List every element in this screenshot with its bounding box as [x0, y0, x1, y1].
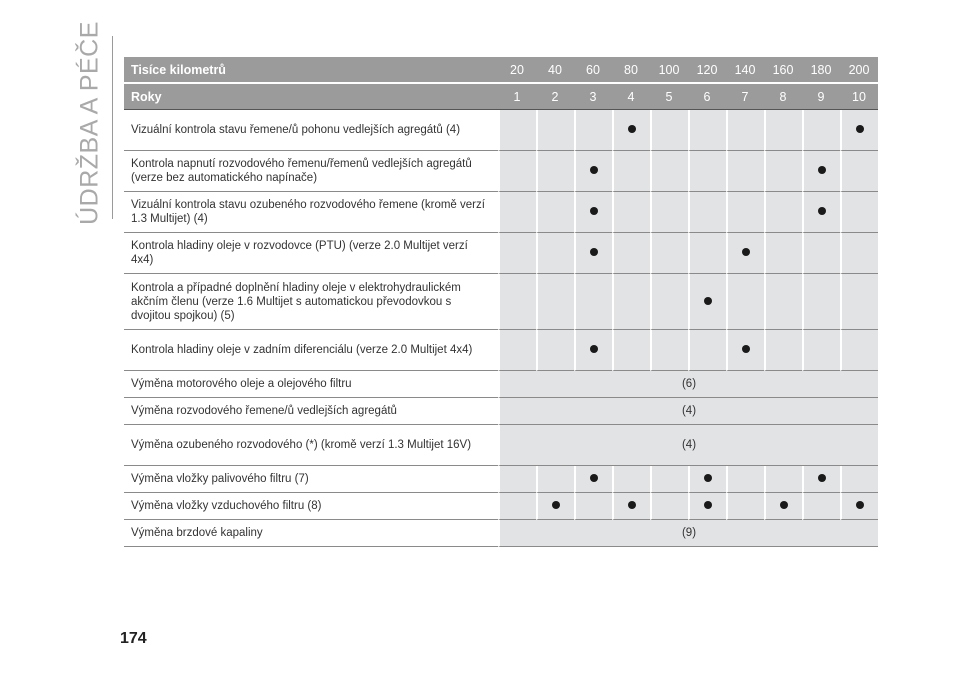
- schedule-cell: [726, 233, 764, 274]
- table-row: [124, 233, 878, 274]
- schedule-cell: [726, 274, 764, 330]
- row-description: Kontrola hladiny oleje v zadním diferenciálu (verze 2.0 Multijet 4x4): [124, 330, 498, 371]
- scheduled-dot-icon: [780, 501, 788, 509]
- schedule-cell: [536, 493, 574, 520]
- header-km-120: 120: [688, 57, 726, 82]
- scheduled-dot-icon: [818, 166, 826, 174]
- schedule-cell: [536, 233, 574, 274]
- schedule-cell: [840, 493, 878, 520]
- schedule-cell: [498, 466, 536, 493]
- schedule-cell: [536, 110, 574, 151]
- schedule-cell: [688, 274, 726, 330]
- schedule-cell: [688, 466, 726, 493]
- table-row: [124, 151, 878, 192]
- schedule-cell: [840, 274, 878, 330]
- schedule-cell: [612, 493, 650, 520]
- schedule-cell: [498, 330, 536, 371]
- schedule-cell: [612, 110, 650, 151]
- schedule-cell: [688, 330, 726, 371]
- schedule-cell: [764, 274, 802, 330]
- header-year-8: 8: [764, 82, 802, 110]
- maintenance-schedule-table: [124, 57, 878, 547]
- schedule-cell: [536, 274, 574, 330]
- row-description: Výměna vložky vzduchového filtru (8): [124, 493, 498, 520]
- row-note-reference: (4): [498, 425, 878, 466]
- side-section-title-text: ÚDRŽBA A PÉČE: [75, 21, 104, 225]
- header-row-years: [124, 82, 878, 110]
- schedule-cell: [536, 151, 574, 192]
- schedule-cell: [840, 110, 878, 151]
- schedule-cell: [802, 192, 840, 233]
- row-description: Výměna vložky palivového filtru (7): [124, 466, 498, 493]
- schedule-cell: [764, 192, 802, 233]
- schedule-cell: [574, 192, 612, 233]
- header-year-10: 10: [840, 82, 878, 110]
- schedule-cell: [498, 151, 536, 192]
- scheduled-dot-icon: [742, 345, 750, 353]
- row-note-reference: (9): [498, 520, 878, 547]
- header-years-label: Roky: [124, 82, 498, 110]
- scheduled-dot-icon: [856, 125, 864, 133]
- scheduled-dot-icon: [704, 297, 712, 305]
- header-year-2: 2: [536, 82, 574, 110]
- schedule-cell: [650, 151, 688, 192]
- schedule-cell: [498, 233, 536, 274]
- row-description: Kontrola napnutí rozvodového řemenu/řemenů vedlejších agregátů (verze bez automatického napínače): [124, 151, 498, 192]
- schedule-cell: [726, 110, 764, 151]
- schedule-cell: [688, 192, 726, 233]
- side-divider: [112, 36, 113, 219]
- table-row: [124, 493, 878, 520]
- scheduled-dot-icon: [590, 248, 598, 256]
- table-row: [124, 466, 878, 493]
- header-year-4: 4: [612, 82, 650, 110]
- row-description: Výměna rozvodového řemene/ů vedlejších agregátů: [124, 398, 498, 425]
- schedule-cell: [650, 110, 688, 151]
- scheduled-dot-icon: [590, 345, 598, 353]
- table-row: [124, 330, 878, 371]
- schedule-cell: [574, 493, 612, 520]
- row-description: Vizuální kontrola stavu ozubeného rozvodového řemene (kromě verzí 1.3 Multijet) (4): [124, 192, 498, 233]
- header-km-40: 40: [536, 57, 574, 82]
- schedule-cell: [764, 110, 802, 151]
- table-row: [124, 274, 878, 330]
- header-year-9: 9: [802, 82, 840, 110]
- table-row: [124, 110, 878, 151]
- header-km-200: 200: [840, 57, 878, 82]
- header-year-6: 6: [688, 82, 726, 110]
- schedule-cell: [726, 466, 764, 493]
- schedule-cell: [574, 110, 612, 151]
- schedule-cell: [650, 274, 688, 330]
- header-year-5: 5: [650, 82, 688, 110]
- schedule-cell: [802, 466, 840, 493]
- row-note-reference: (6): [498, 371, 878, 398]
- schedule-cell: [726, 151, 764, 192]
- page-number: 174: [120, 630, 147, 647]
- scheduled-dot-icon: [818, 207, 826, 215]
- schedule-cell: [612, 330, 650, 371]
- schedule-cell: [498, 110, 536, 151]
- scheduled-dot-icon: [590, 166, 598, 174]
- table-row: [124, 398, 878, 425]
- schedule-cell: [726, 493, 764, 520]
- schedule-cell: [650, 493, 688, 520]
- schedule-cell: [650, 330, 688, 371]
- schedule-cell: [574, 274, 612, 330]
- header-year-3: 3: [574, 82, 612, 110]
- table-row: [124, 192, 878, 233]
- schedule-cell: [574, 151, 612, 192]
- header-km-label: Tisíce kilometrů: [124, 57, 498, 82]
- schedule-cell: [764, 330, 802, 371]
- schedule-cell: [764, 466, 802, 493]
- header-km-160: 160: [764, 57, 802, 82]
- schedule-cell: [536, 330, 574, 371]
- schedule-cell: [764, 151, 802, 192]
- schedule-cell: [840, 192, 878, 233]
- schedule-cell: [650, 466, 688, 493]
- scheduled-dot-icon: [818, 474, 826, 482]
- schedule-cell: [802, 151, 840, 192]
- schedule-cell: [840, 466, 878, 493]
- header-km-80: 80: [612, 57, 650, 82]
- schedule-cell: [764, 233, 802, 274]
- header-km-100: 100: [650, 57, 688, 82]
- scheduled-dot-icon: [590, 207, 598, 215]
- scheduled-dot-icon: [628, 125, 636, 133]
- scheduled-dot-icon: [856, 501, 864, 509]
- row-description: Výměna motorového oleje a olejového filtru: [124, 371, 498, 398]
- schedule-cell: [840, 330, 878, 371]
- schedule-cell: [574, 330, 612, 371]
- schedule-cell: [688, 110, 726, 151]
- schedule-cell: [688, 493, 726, 520]
- schedule-cell: [612, 274, 650, 330]
- schedule-cell: [726, 192, 764, 233]
- schedule-cell: [840, 233, 878, 274]
- schedule-cell: [612, 192, 650, 233]
- schedule-cell: [650, 192, 688, 233]
- row-description: Kontrola hladiny oleje v rozvodovce (PTU) (verze 2.0 Multijet verzí 4x4): [124, 233, 498, 274]
- schedule-cell: [802, 493, 840, 520]
- schedule-cell: [536, 192, 574, 233]
- scheduled-dot-icon: [590, 474, 598, 482]
- schedule-cell: [688, 151, 726, 192]
- header-km-180: 180: [802, 57, 840, 82]
- header-km-140: 140: [726, 57, 764, 82]
- row-description: Kontrola a případné doplnění hladiny oleje v elektrohydraulickém akčním členu (verze 1.6 Multijet s automatickou převodovkou s dvojitou spojkou) (5): [124, 274, 498, 330]
- schedule-cell: [536, 466, 574, 493]
- scheduled-dot-icon: [704, 474, 712, 482]
- schedule-cell: [650, 233, 688, 274]
- schedule-cell: [802, 233, 840, 274]
- schedule-cell: [498, 493, 536, 520]
- schedule-cell: [840, 151, 878, 192]
- schedule-cell: [612, 466, 650, 493]
- scheduled-dot-icon: [552, 501, 560, 509]
- schedule-cell: [574, 233, 612, 274]
- table-row: [124, 520, 878, 547]
- schedule-cell: [498, 192, 536, 233]
- row-note-reference: (4): [498, 398, 878, 425]
- side-section-title: [68, 21, 112, 225]
- schedule-cell: [612, 233, 650, 274]
- row-description: Výměna ozubeného rozvodového (*) (kromě verzí 1.3 Multijet 16V): [124, 425, 498, 466]
- table-row: [124, 371, 878, 398]
- row-description: Výměna brzdové kapaliny: [124, 520, 498, 547]
- scheduled-dot-icon: [704, 501, 712, 509]
- header-km-20: 20: [498, 57, 536, 82]
- schedule-cell: [688, 233, 726, 274]
- schedule-cell: [764, 493, 802, 520]
- schedule-body: [124, 110, 878, 547]
- schedule-cell: [612, 151, 650, 192]
- header-year-7: 7: [726, 82, 764, 110]
- header-year-1: 1: [498, 82, 536, 110]
- schedule-cell: [802, 274, 840, 330]
- schedule-cell: [802, 110, 840, 151]
- table-row: [124, 425, 878, 466]
- scheduled-dot-icon: [742, 248, 750, 256]
- schedule-cell: [802, 330, 840, 371]
- scheduled-dot-icon: [628, 501, 636, 509]
- header-row-km: [124, 57, 878, 82]
- header-km-60: 60: [574, 57, 612, 82]
- schedule-cell: [726, 330, 764, 371]
- schedule-cell: [574, 466, 612, 493]
- schedule-cell: [498, 274, 536, 330]
- row-description: Vizuální kontrola stavu řemene/ů pohonu vedlejších agregátů (4): [124, 110, 498, 151]
